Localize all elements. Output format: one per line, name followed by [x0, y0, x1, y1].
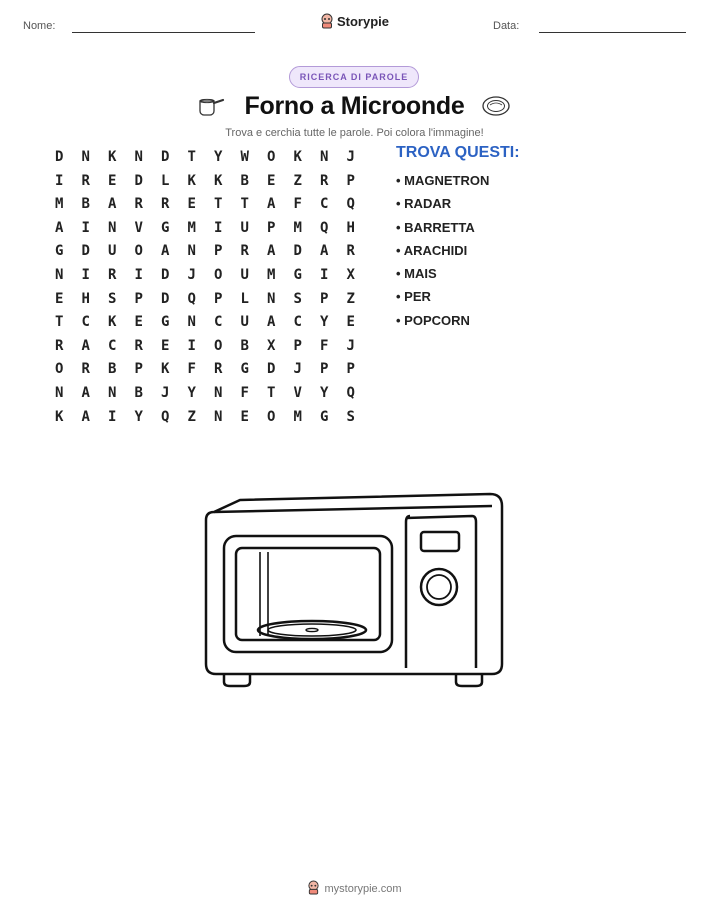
grid-cell[interactable]: P [134, 361, 143, 378]
grid-cell[interactable]: Z [293, 172, 302, 189]
grid-cell[interactable]: X [267, 337, 276, 354]
grid-cell[interactable]: I [55, 172, 64, 189]
grid-cell[interactable]: P [134, 290, 143, 307]
grid-cell[interactable]: L [240, 290, 249, 307]
grid-cell[interactable]: I [81, 219, 90, 236]
grid-cell[interactable]: P [320, 290, 329, 307]
grid-cell[interactable]: U [240, 314, 249, 331]
grid-cell[interactable]: V [134, 219, 143, 236]
grid-cell[interactable]: K [161, 361, 170, 378]
grid-cell[interactable]: Q [161, 408, 170, 425]
grid-cell[interactable]: T [214, 196, 223, 213]
grid-cell[interactable]: R [108, 266, 117, 283]
grid-cell[interactable]: A [161, 243, 170, 260]
grid-cell[interactable]: C [81, 314, 90, 331]
word-list-item: • BARRETTA [396, 218, 489, 241]
grid-cell[interactable]: R [134, 337, 143, 354]
grid-row [46, 311, 364, 335]
grid-cell[interactable]: I [134, 266, 143, 283]
grid-cell[interactable]: D [267, 361, 276, 378]
grid-cell[interactable]: N [55, 384, 64, 401]
word-list-item: • PER [396, 287, 489, 310]
grid-cell[interactable]: H [346, 219, 355, 236]
word-list-item: • ARACHIDI [396, 241, 489, 264]
grid-cell[interactable]: J [346, 149, 355, 165]
grid-cell[interactable]: S [293, 290, 302, 307]
grid-cell[interactable]: A [81, 384, 90, 401]
grid-cell[interactable]: I [187, 337, 196, 354]
grid-cell[interactable]: E [267, 172, 276, 189]
grid-cell[interactable]: R [240, 243, 249, 260]
word-list-item: • MAGNETRON [396, 171, 489, 194]
plate-icon [481, 95, 511, 122]
grid-cell[interactable]: F [293, 196, 302, 213]
grid-row [46, 335, 364, 359]
grid-cell[interactable]: B [81, 196, 90, 213]
grid-cell[interactable]: K [108, 149, 117, 165]
grid-cell[interactable]: Z [346, 290, 355, 307]
grid-cell[interactable]: M [267, 266, 276, 283]
grid-cell[interactable]: N [187, 314, 196, 331]
grid-cell[interactable]: E [161, 337, 170, 354]
grid-cell[interactable]: Q [346, 384, 355, 401]
grid-cell[interactable]: U [240, 219, 249, 236]
grid-cell[interactable]: I [108, 408, 117, 425]
grid-cell[interactable]: P [293, 337, 302, 354]
grid-cell[interactable]: R [320, 172, 329, 189]
grid-cell[interactable]: R [161, 196, 170, 213]
grid-cell[interactable]: S [346, 408, 355, 425]
grid-cell[interactable]: B [134, 384, 143, 401]
grid-cell[interactable]: T [187, 149, 196, 165]
grid-cell[interactable]: E [187, 196, 196, 213]
grid-cell[interactable]: P [346, 361, 355, 378]
brand-name: Storypie [336, 13, 389, 29]
grid-cell[interactable]: Y [134, 408, 143, 425]
grid-cell[interactable]: P [320, 361, 329, 378]
grid-row [46, 382, 364, 406]
grid-cell[interactable]: R [346, 243, 355, 260]
grid-cell[interactable]: G [320, 408, 329, 425]
grid-cell[interactable]: R [81, 172, 90, 189]
word-list-title: TROVA QUESTI: [396, 144, 520, 161]
letter-grid[interactable] [46, 146, 364, 429]
storypie-mascot-icon [307, 880, 320, 898]
name-line[interactable] [72, 32, 255, 33]
grid-cell[interactable]: K [55, 408, 64, 425]
brand-logo [0, 13, 709, 32]
grid-cell[interactable]: N [214, 408, 223, 425]
grid-cell[interactable]: S [108, 290, 117, 307]
word-list [396, 171, 489, 334]
date-label: Data: [493, 20, 520, 32]
grid-cell[interactable]: J [293, 361, 302, 378]
grid-cell[interactable]: J [187, 266, 196, 283]
grid-cell[interactable]: O [267, 149, 276, 165]
grid-cell[interactable]: A [320, 243, 329, 260]
grid-cell[interactable]: M [293, 219, 302, 236]
grid-cell[interactable]: N [108, 384, 117, 401]
word-list-item: • RADAR [396, 194, 489, 217]
name-label: Nome: [23, 20, 56, 32]
grid-cell[interactable]: O [267, 408, 276, 425]
category-badge: RICERCA DI PAROLE [289, 66, 419, 88]
instructions: Trova e cerchia tutte le parole. Poi colora l'immagine! [225, 127, 484, 139]
grid-cell[interactable]: R [214, 361, 223, 378]
grid-cell[interactable]: A [267, 314, 276, 331]
grid-cell[interactable]: R [55, 337, 64, 354]
microwave-illustration[interactable] [200, 490, 510, 695]
grid-row [46, 146, 364, 170]
grid-cell[interactable]: K [293, 149, 302, 165]
grid-cell[interactable]: A [81, 408, 90, 425]
grid-cell[interactable]: V [293, 384, 302, 401]
grid-cell[interactable]: M [293, 408, 302, 425]
grid-cell[interactable]: T [267, 384, 276, 401]
grid-cell[interactable]: I [320, 266, 329, 283]
footer-url[interactable]: mystorypie.com [324, 882, 402, 895]
grid-cell[interactable]: U [108, 243, 117, 260]
grid-cell[interactable]: H [81, 290, 90, 307]
grid-cell[interactable]: C [293, 314, 302, 331]
grid-cell[interactable]: P [214, 290, 223, 307]
grid-cell[interactable]: N [81, 149, 90, 165]
grid-cell[interactable]: K [214, 172, 223, 189]
grid-cell[interactable]: G [161, 314, 170, 331]
grid-cell[interactable]: A [267, 243, 276, 260]
grid-cell[interactable]: Y [320, 314, 329, 331]
grid-cell[interactable]: G [161, 219, 170, 236]
grid-cell[interactable]: R [134, 196, 143, 213]
grid-cell[interactable]: G [293, 266, 302, 283]
grid-cell[interactable]: D [161, 290, 170, 307]
grid-row [46, 193, 364, 217]
grid-cell[interactable]: C [108, 337, 117, 354]
storypie-mascot-icon [320, 13, 334, 32]
grid-cell[interactable]: T [240, 196, 249, 213]
grid-cell[interactable]: J [346, 337, 355, 354]
grid-cell[interactable]: O [134, 243, 143, 260]
grid-cell[interactable]: E [346, 314, 355, 331]
footer [0, 880, 709, 898]
grid-row [46, 288, 364, 312]
grid-cell[interactable]: M [55, 196, 64, 213]
grid-cell[interactable]: D [293, 243, 302, 260]
grid-cell[interactable]: M [187, 219, 196, 236]
grid-row [46, 170, 364, 194]
grid-cell[interactable]: D [161, 266, 170, 283]
grid-cell[interactable]: C [320, 196, 329, 213]
grid-cell[interactable]: G [240, 361, 249, 378]
grid-cell[interactable]: Q [187, 290, 196, 307]
page-title: Forno a Microonde [244, 92, 465, 120]
grid-cell[interactable]: D [161, 149, 170, 165]
grid-cell[interactable]: Y [320, 384, 329, 401]
grid-cell[interactable]: A [267, 196, 276, 213]
grid-cell[interactable]: X [346, 266, 355, 283]
grid-cell[interactable]: P [346, 172, 355, 189]
grid-cell[interactable]: N [108, 219, 117, 236]
grid-cell[interactable]: E [55, 290, 64, 307]
grid-cell[interactable]: I [214, 219, 223, 236]
grid-cell[interactable]: I [81, 266, 90, 283]
grid-cell[interactable]: N [320, 149, 329, 165]
grid-cell[interactable]: D [134, 172, 143, 189]
grid-row [46, 406, 364, 430]
grid-cell[interactable]: A [81, 337, 90, 354]
grid-cell[interactable]: U [240, 266, 249, 283]
grid-cell[interactable]: K [187, 172, 196, 189]
grid-cell[interactable]: Y [214, 149, 223, 165]
grid-cell[interactable]: Z [187, 408, 196, 425]
grid-cell[interactable]: Q [346, 196, 355, 213]
grid-cell[interactable]: B [240, 337, 249, 354]
grid-cell[interactable]: B [108, 361, 117, 378]
word-list-item: • MAIS [396, 264, 489, 287]
grid-cell[interactable]: T [55, 314, 64, 331]
word-list-item: • POPCORN [396, 311, 489, 334]
grid-cell[interactable]: F [240, 384, 249, 401]
grid-cell[interactable]: C [214, 314, 223, 331]
grid-cell[interactable]: B [240, 172, 249, 189]
grid-cell[interactable]: D [55, 149, 64, 165]
grid-cell[interactable]: O [55, 361, 64, 378]
grid-cell[interactable]: E [134, 314, 143, 331]
grid-cell[interactable]: K [108, 314, 117, 331]
grid-cell[interactable]: N [55, 266, 64, 283]
grid-cell[interactable]: P [267, 219, 276, 236]
grid-cell[interactable]: N [134, 149, 143, 165]
grid-row [46, 358, 364, 382]
grid-cell[interactable]: P [214, 243, 223, 260]
grid-cell[interactable]: N [267, 290, 276, 307]
grid-cell[interactable]: W [240, 149, 249, 165]
grid-cell[interactable]: F [187, 361, 196, 378]
grid-cell[interactable]: J [161, 384, 170, 401]
grid-row [46, 264, 364, 288]
grid-cell[interactable]: D [81, 243, 90, 260]
grid-cell[interactable]: R [81, 361, 90, 378]
grid-cell[interactable]: A [108, 196, 117, 213]
grid-row [46, 217, 364, 241]
grid-cell[interactable]: L [161, 172, 170, 189]
grid-cell[interactable]: G [55, 243, 64, 260]
grid-cell[interactable]: N [214, 384, 223, 401]
grid-cell[interactable]: F [320, 337, 329, 354]
grid-cell[interactable]: E [108, 172, 117, 189]
grid-cell[interactable]: O [214, 266, 223, 283]
grid-cell[interactable]: A [55, 219, 64, 236]
grid-cell[interactable]: Y [187, 384, 196, 401]
grid-cell[interactable]: Q [320, 219, 329, 236]
date-line[interactable] [539, 32, 686, 33]
grid-cell[interactable]: N [187, 243, 196, 260]
grid-cell[interactable]: E [240, 408, 249, 425]
grid-row [46, 240, 364, 264]
grid-cell[interactable]: O [214, 337, 223, 354]
